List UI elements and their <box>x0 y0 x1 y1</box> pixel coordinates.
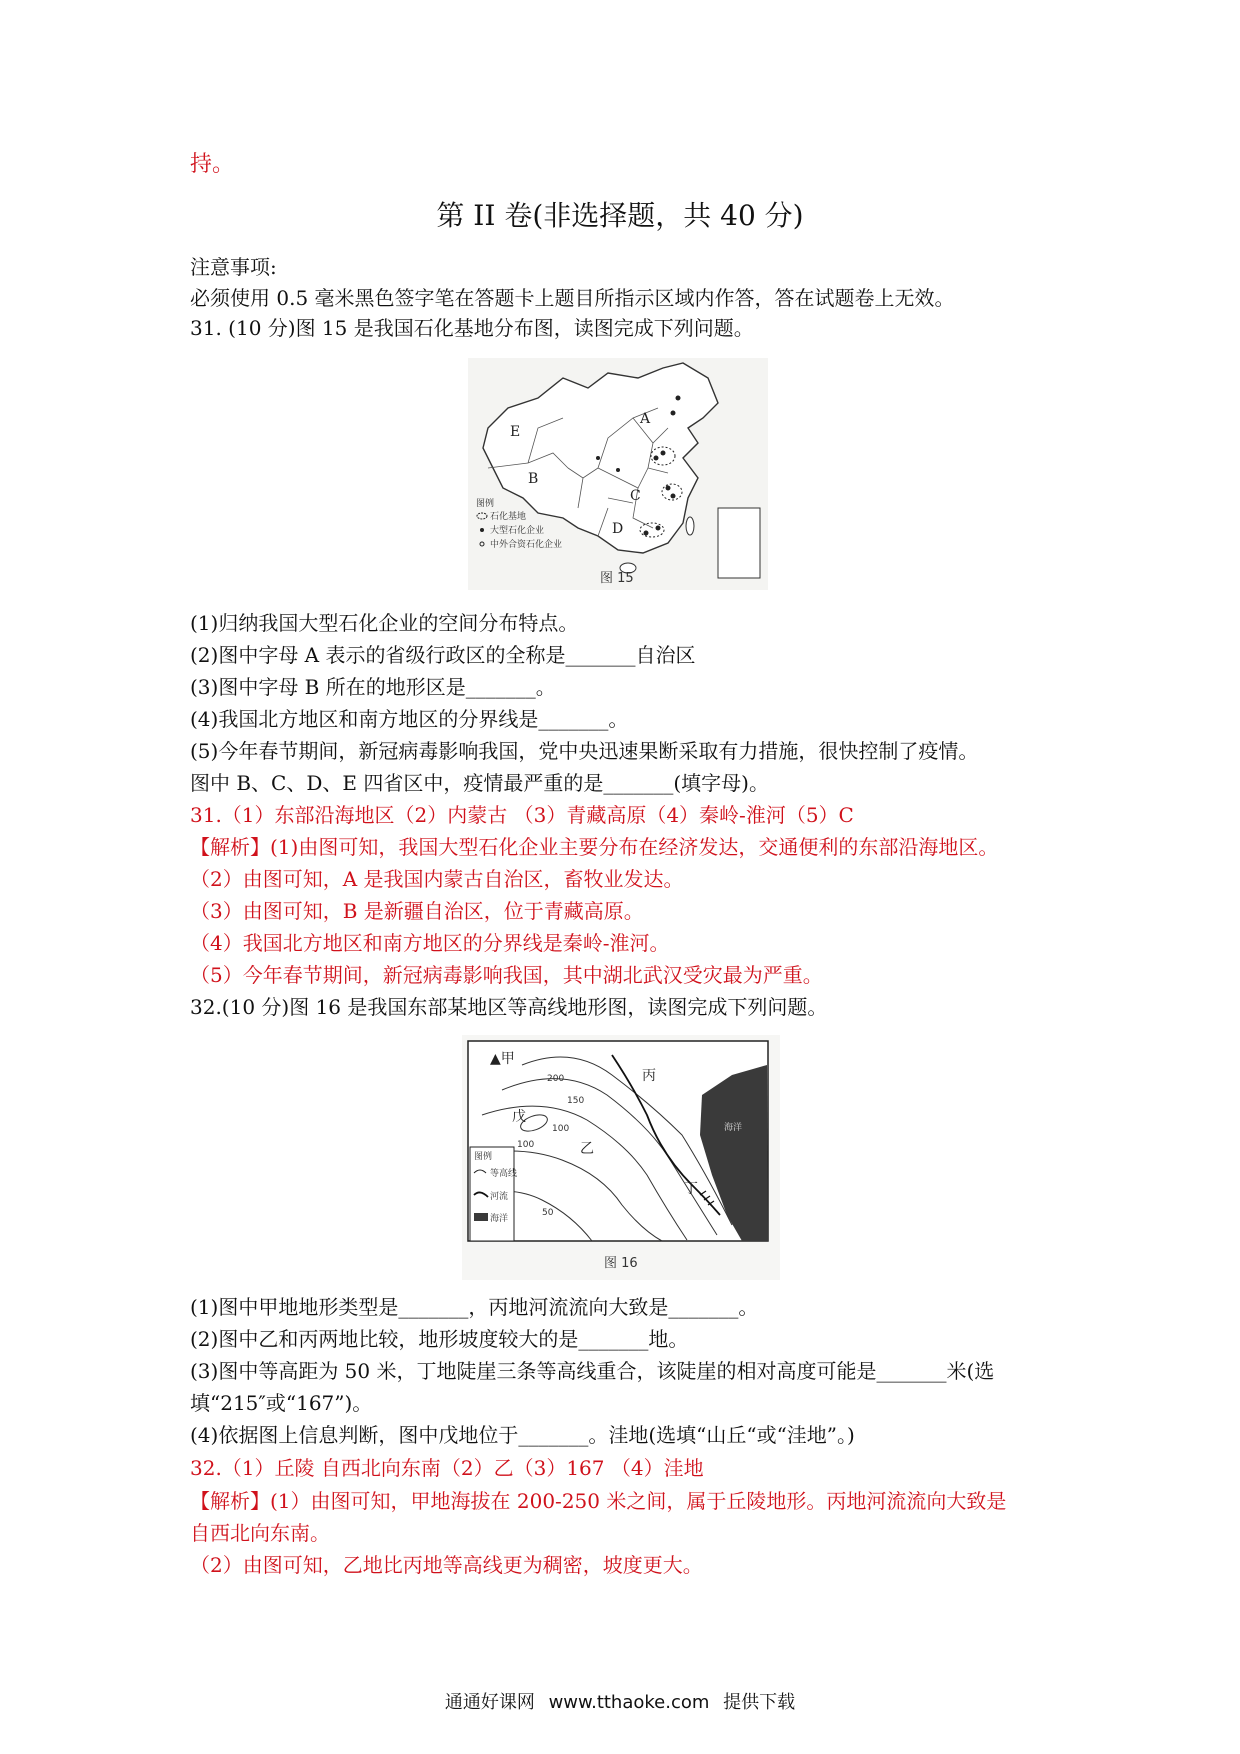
q32-sub-3: (3)图中等高距为 50 米，丁地陡崖三条等高线重合，该陡崖的相对高度可能是_______米(选 <box>190 1359 995 1383</box>
svg-text:河流: 河流 <box>490 1192 509 1202</box>
q31-answer: 31.（1）东部沿海地区（2）内蒙古 （3）青藏高原（4）秦岭-淮河（5）C <box>190 803 854 827</box>
q32-analysis-1: 【解析】(1）由图可知，甲地海拔在 200-250 米之间，属于丘陵地形。丙地河流流向大致是 <box>190 1489 1007 1513</box>
q32-sub-3-cont: 填“215″或“167”)。 <box>190 1391 373 1415</box>
q32-sub-2: (2)图中乙和丙两地比较，地形坡度较大的是_______地。 <box>190 1327 689 1351</box>
south-sea-inset <box>718 508 760 578</box>
place-bing: 丙 <box>642 1068 656 1084</box>
q31-sub-3: (3)图中字母 B 所在的地形区是_______。 <box>190 675 556 699</box>
figure-15-map <box>468 358 768 590</box>
place-yi: 乙 <box>580 1141 594 1157</box>
svg-text:100: 100 <box>552 1124 570 1134</box>
map-label-b: B <box>528 471 539 487</box>
svg-text:50: 50 <box>542 1208 554 1218</box>
q32-answer: 32.（1）丘陵 自西北向东南（2）乙（3）167 （4）洼地 <box>190 1456 704 1480</box>
answer-fragment: 持。 <box>190 152 235 177</box>
q31-analysis-5: （5）今年春节期间，新冠病毒影响我国，其中湖北武汉受灾最为严重。 <box>190 963 823 987</box>
map-label-e: E <box>510 424 521 440</box>
notice-heading: 注意事项: <box>190 255 277 279</box>
map-label-a: A <box>640 411 651 427</box>
q31-analysis-1: 【解析】(1)由图可知，我国大型石化企业主要分布在经济发达，交通便利的东部沿海地区。 <box>190 835 999 859</box>
page-footer <box>0 1688 1240 1714</box>
svg-text:石化基地: 石化基地 <box>490 512 527 522</box>
q31-sub-1: (1)归纳我国大型石化企业的空间分布特点。 <box>190 611 579 635</box>
svg-text:海洋: 海洋 <box>490 1214 509 1224</box>
q32-analysis-1-cont: 自西北向东南。 <box>190 1521 330 1545</box>
section-title: 第 II 卷(非选择题，共 40 分) <box>436 199 804 232</box>
question-31-stem: 31. (10 分)图 15 是我国石化基地分布图，读图完成下列问题。 <box>190 316 754 340</box>
figure-15-caption: 图 15 <box>600 571 634 586</box>
q32-analysis-2: （2）由图可知，乙地比丙地等高线更为稠密，坡度更大。 <box>190 1553 703 1577</box>
svg-text:等高线: 等高线 <box>490 1169 518 1179</box>
figure-16-legend <box>470 1147 517 1241</box>
contour-map-svg <box>462 1035 780 1280</box>
footer-url[interactable]: www.tthaoke.com <box>548 1692 710 1713</box>
q31-analysis-2: （2）由图可知，A 是我国内蒙古自治区，畜牧业发达。 <box>190 867 684 891</box>
svg-text:图例: 图例 <box>476 499 495 509</box>
footer-suffix: 提供下载 <box>723 1692 796 1713</box>
question-32-stem: 32.(10 分)图 16 是我国东部某地区等高线地形图，读图完成下列问题。 <box>190 995 828 1019</box>
svg-text:150: 150 <box>567 1096 585 1106</box>
q31-sub-2: (2)图中字母 A 表示的省级行政区的全称是_______自治区 <box>190 643 696 667</box>
q31-analysis-4: （4）我国北方地区和南方地区的分界线是秦岭-淮河。 <box>190 931 670 955</box>
notice-text: 必须使用 0.5 毫米黑色签字笔在答题卡上题目所指示区域内作答，答在试题卷上无效。 <box>190 286 955 310</box>
svg-text:中外合资石化企业: 中外合资石化企业 <box>490 540 563 550</box>
svg-text:100: 100 <box>517 1140 535 1150</box>
map-label-c: C <box>630 488 641 504</box>
q31-sub-5: (5)今年春节期间，新冠病毒影响我国，党中央迅速果断采取有力措施，很快控制了疫情。 <box>190 739 979 763</box>
q31-analysis-3: （3）由图可知，B 是新疆自治区，位于青藏高原。 <box>190 899 644 923</box>
q31-sub-4: (4)我国北方地区和南方地区的分界线是_______。 <box>190 707 629 731</box>
q32-sub-4: (4)依据图上信息判断，图中戊地位于_______。洼地(选填“山丘“或“洼地”。) <box>190 1423 855 1447</box>
figure-16-caption: 图 16 <box>604 1256 638 1271</box>
svg-text:大型石化企业: 大型石化企业 <box>490 526 545 536</box>
q31-sub-5-cont: 图中 B、C、D、E 四省区中，疫情最严重的是_______(填字母)。 <box>190 771 769 795</box>
q32-sub-1: (1)图中甲地地形类型是_______，丙地河流流向大致是_______。 <box>190 1295 759 1319</box>
footer-site-name: 通通好课网 <box>444 1692 535 1713</box>
svg-text:图例: 图例 <box>474 1152 493 1162</box>
svg-text:200: 200 <box>547 1074 565 1084</box>
china-petrochemical-map <box>468 358 768 590</box>
place-ding: 丁 <box>684 1181 698 1197</box>
map-label-d: D <box>612 521 624 537</box>
place-jia: ▲甲 <box>490 1051 515 1067</box>
place-wu: 戊 <box>512 1109 526 1125</box>
svg-text:海洋: 海洋 <box>724 1123 743 1133</box>
figure-16-contour-map <box>462 1035 780 1280</box>
